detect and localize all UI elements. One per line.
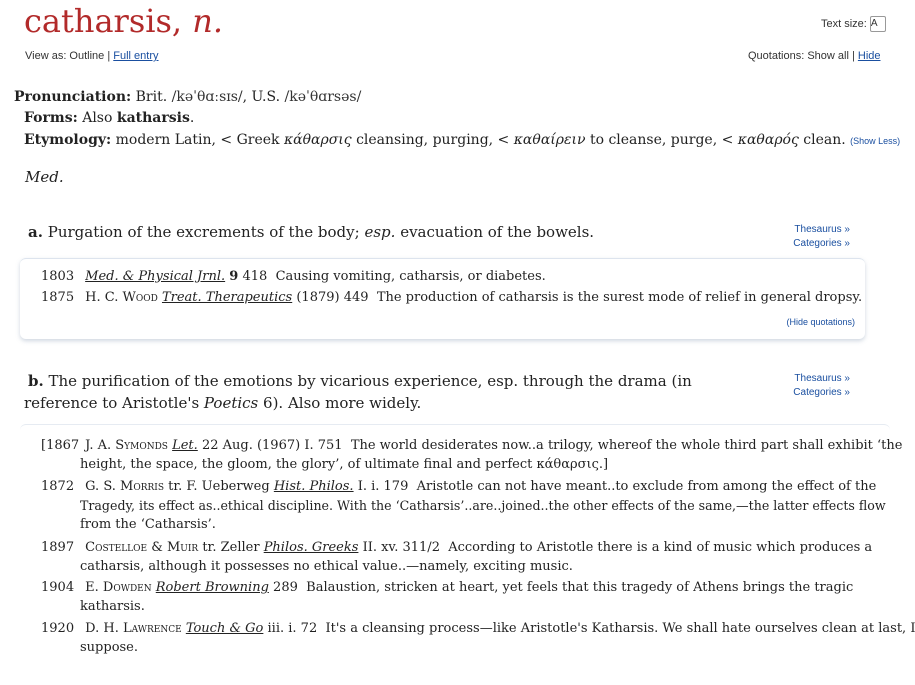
quotation: 1875 H. C. Wood Treat. Therapeutics (1879) 449 The production of catharsis is the surest mode of relief in general dropsy. [41, 290, 863, 305]
sense-b-links [760, 372, 850, 400]
full-entry-link[interactable]: Full entry [113, 50, 159, 62]
pronunciation-row: Pronunciation: Brit. /kəˈθɑːsɪs/, U.S. /kəˈθɑrsəs/ [14, 89, 362, 105]
thesaurus-link[interactable]: Thesaurus » [794, 373, 850, 384]
quotation: 1920 D. H. Lawrence Touch & Go iii. i. 72 It's a cleansing process—like Aristotle's Katharsis. We shall hate ourselves clean at last, I [41, 621, 915, 636]
quotation-continuation: katharsis. [80, 599, 145, 614]
forms-row: Forms: Also katharsis. [24, 110, 195, 126]
sense-a-links [760, 223, 850, 251]
sense-a-quotations [20, 258, 865, 339]
quotation-continuation: suppose. [80, 640, 139, 655]
subject-label: Med. [25, 168, 64, 186]
quotation: 1904 E. Dowden Robert Browning 289 Balaustion, stricken at heart, yet feels that this tragedy of Athens brings the tragic [41, 580, 854, 595]
quotation-continuation: height, the space, the gloom, the glory’, of ultimate final and perfect κάθαρσις.] [80, 457, 609, 472]
quotation: 1803 Med. & Physical Jrnl. 9 418 Causing vomiting, catharsis, or diabetes. [41, 269, 546, 284]
hide-quotations-button[interactable]: (Hide quotations) [786, 317, 855, 327]
quotation-continuation: catharsis, although it possesses no ethical value..—namely, exciting music. [80, 559, 573, 574]
categories-link[interactable]: Categories » [793, 238, 850, 249]
text-size-select[interactable]: A [870, 16, 886, 32]
thesaurus-link[interactable]: Thesaurus » [794, 224, 850, 235]
quotation-continuation: from the ‘Catharsis’. [80, 517, 216, 532]
show-less-link[interactable]: (Show Less) [850, 136, 901, 146]
categories-link[interactable]: Categories » [793, 387, 850, 398]
text-size-control: Text size: A [821, 16, 886, 32]
quotation: 1897 Costelloe & Muir tr. Zeller Philos. Greeks II. xv. 311/2 According to Aristotle there is a kind of music which produces a [41, 540, 873, 555]
etymology-row: Etymology: modern Latin, < Greek κάθαρσις cleansing, purging, < καθαίρειν to cleanse, purge, < καθαρός clean. (Show Less) [24, 132, 901, 148]
hide-quotations-link[interactable]: Hide [857, 50, 881, 62]
sense-b-definition: b. The purification of the emotions by vicarious experience, esp. through the drama (in reference to Aristotle's Poetics 6). Also more widely. [24, 372, 692, 412]
headword: catharsis, n. [24, 2, 224, 40]
part-of-speech: n. [192, 2, 224, 40]
quotation: 1872 G. S. Morris tr. F. Ueberweg Hist. Philos. I. i. 179 Aristotle can not have meant..to exclude from among the effect of the [41, 479, 877, 494]
quotations-toggle: Quotations: Show all | Hide [748, 50, 881, 62]
quotation: [1867 J. A. Symonds Let. 22 Aug. (1967) I. 751 The world desiderates now..a trilogy, whereof the whole third part shall exhibit ‘the [41, 438, 903, 453]
view-as-bar: View as: Outline | Full entry [25, 50, 159, 62]
quotation-continuation: Tragedy, its effect as..ethical discipline. With the ‘Catharsis’..are..joined..the other effects of the same,—the latter effects flow [80, 498, 886, 513]
sense-a-definition: a. Purgation of the excrements of the body; esp. evacuation of the bowels. [28, 223, 595, 241]
